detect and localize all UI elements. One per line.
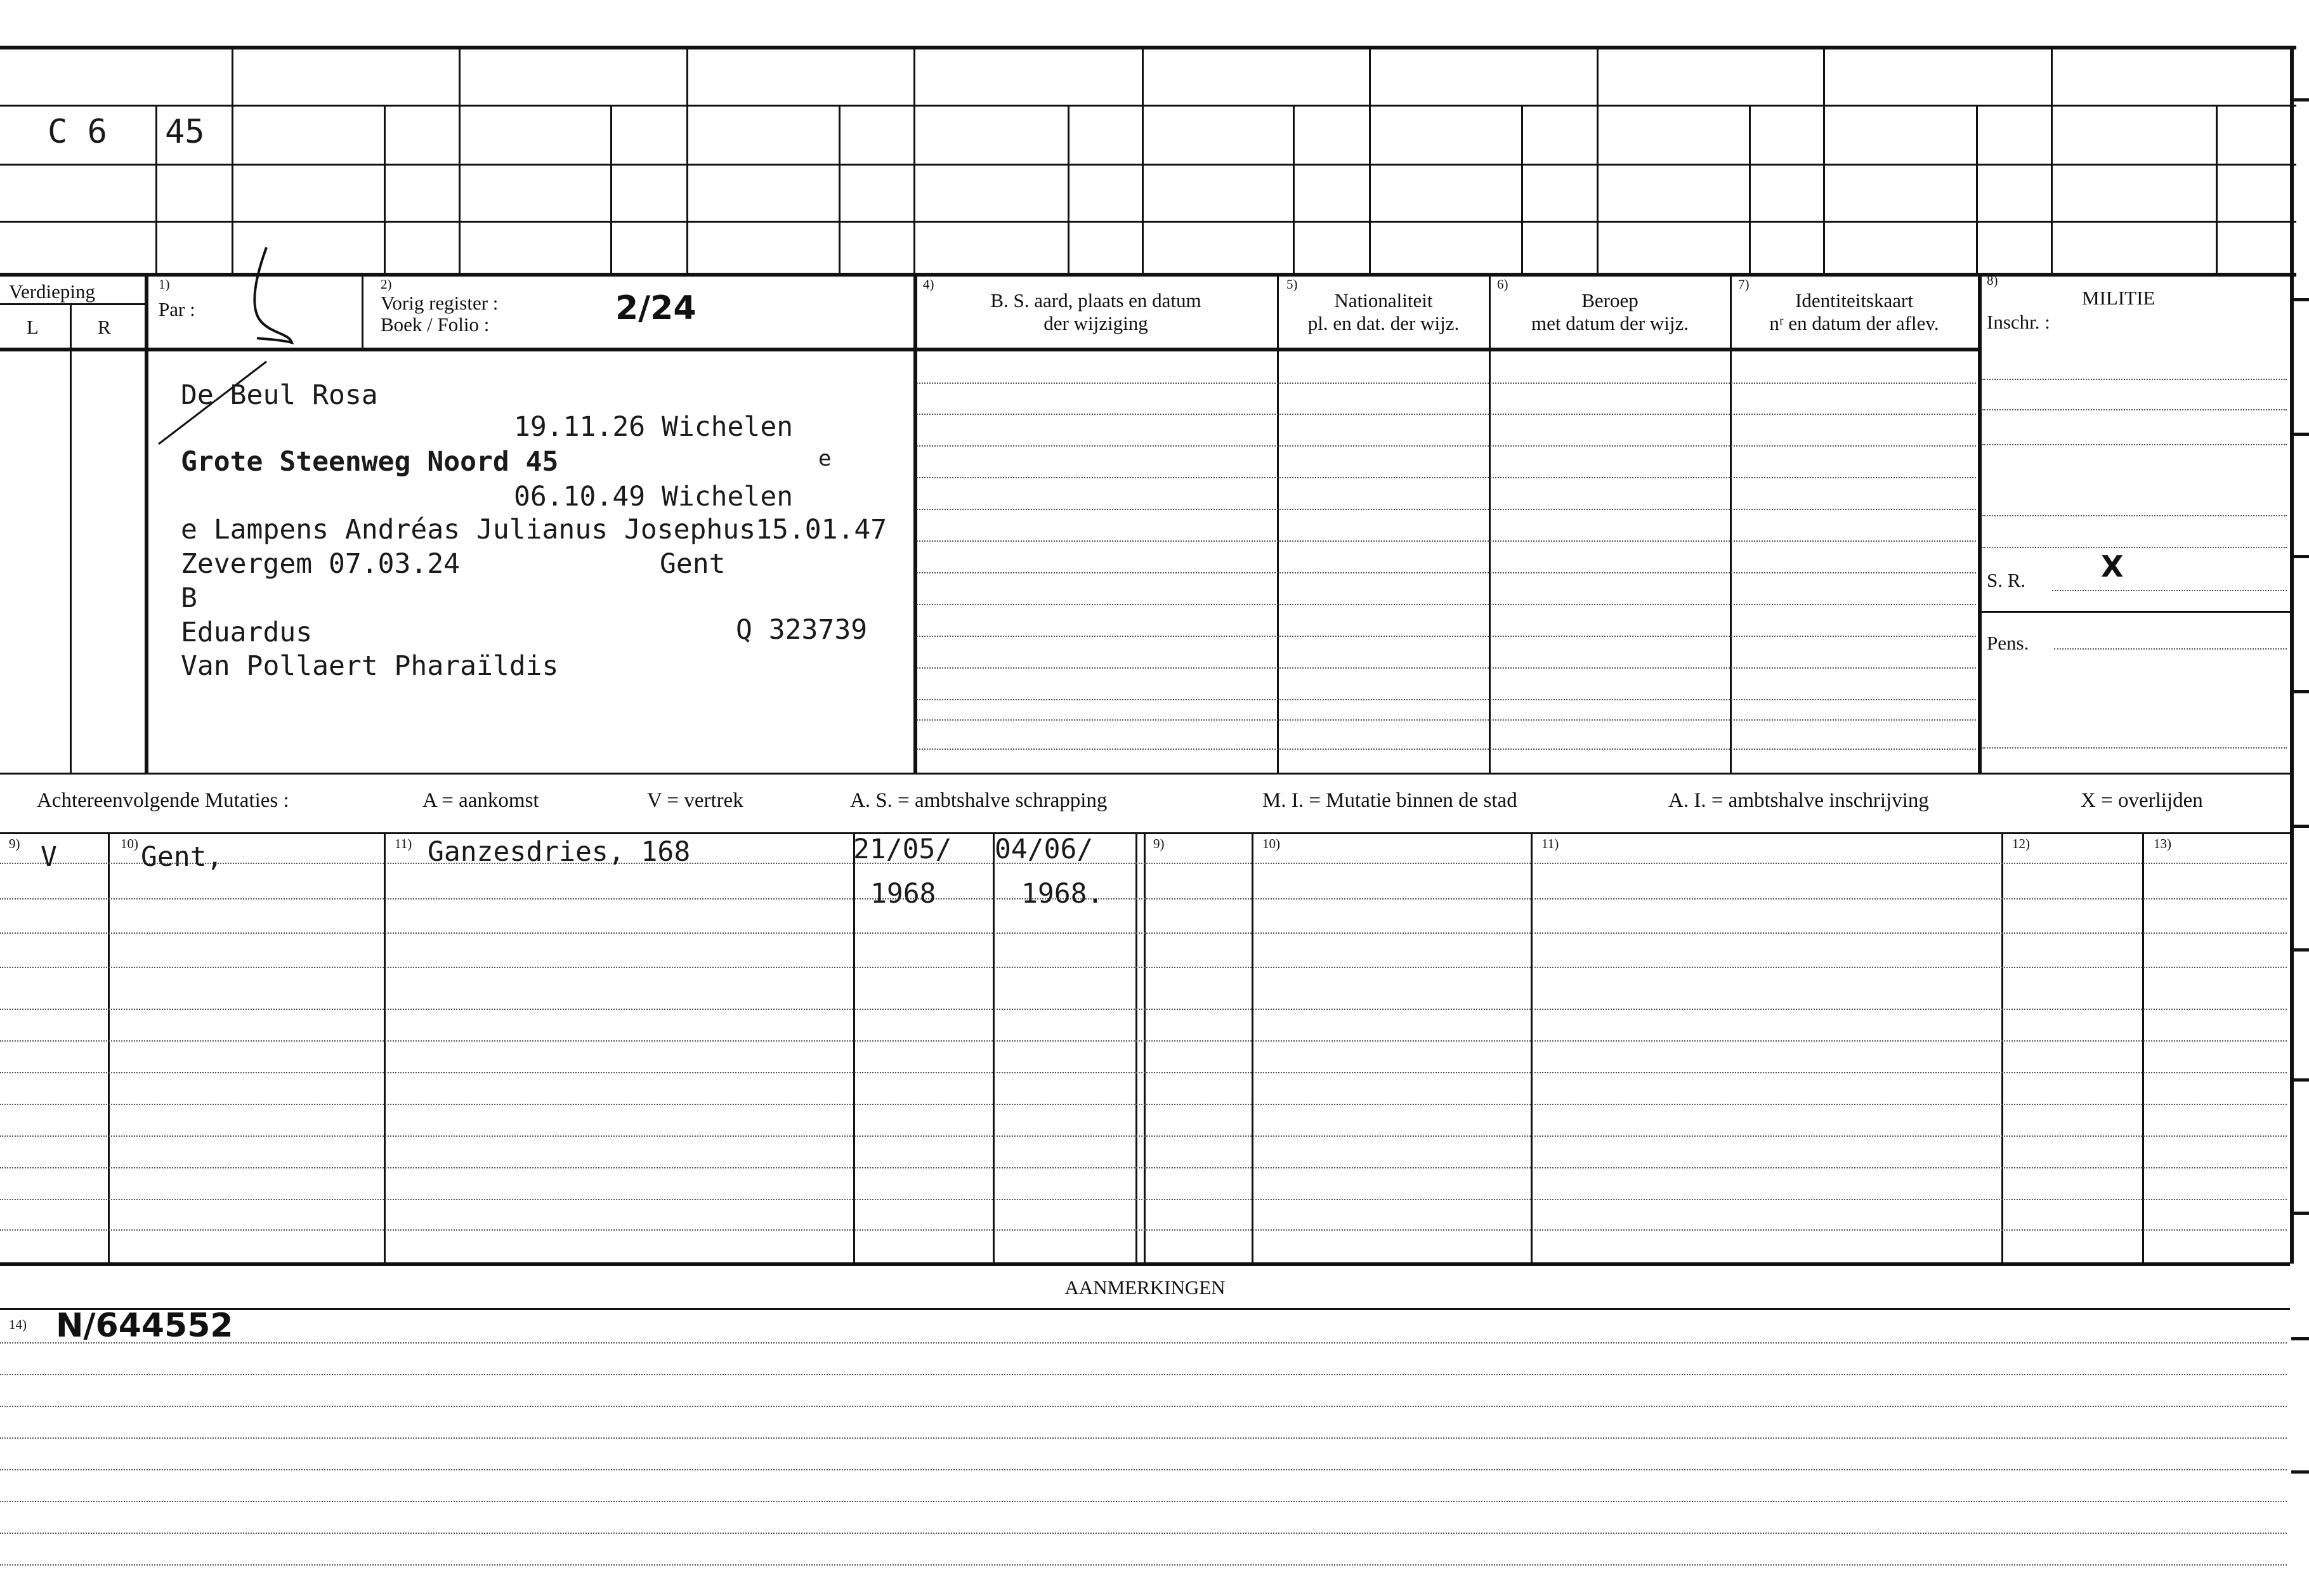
mut-col13-number: 13): [2154, 836, 2171, 851]
verdieping-r-label: R: [98, 316, 111, 338]
verdieping-label: Verdieping: [9, 280, 96, 303]
person-id: Q 323739: [736, 614, 868, 646]
legend-ai: A. I. = ambtshalve inschrijving: [1668, 789, 1929, 812]
mutation-date1-line2: 1968: [870, 878, 936, 910]
bs-label-1: B. S. aard, plaats en datum: [990, 289, 1201, 311]
mut-col11b-number: 11): [1541, 836, 1559, 851]
legend-as: A. S. = ambtshalve schrapping: [850, 789, 1108, 812]
vorig-label-2: Boek / Folio :: [381, 313, 490, 336]
mut-col9-number: 9): [9, 836, 20, 851]
beroep-label-1: Beroep: [1581, 289, 1639, 311]
mutation-address: Ganzesdries, 168: [428, 836, 691, 868]
person-spouse-place: Gent: [660, 548, 726, 580]
person-mother: Van Pollaert Pharaïldis: [181, 650, 559, 682]
mut-col11-number: 11): [395, 836, 412, 851]
militie-number: 8): [1987, 273, 1998, 288]
legend-a: A = aankomst: [422, 789, 539, 812]
person-marriage: 06.10.49 Wichelen: [514, 481, 794, 513]
sr-value: X: [2101, 549, 2124, 584]
person-name: De Beul Rosa: [181, 379, 378, 411]
vorig-label-1: Vorig register :: [381, 292, 499, 314]
nat-label-2: pl. en dat. der wijz.: [1307, 312, 1460, 334]
par-label: Par :: [159, 298, 195, 320]
mutation-date2-line1: 04/06/: [995, 834, 1094, 865]
id-label-1: Identiteitskaart: [1795, 289, 1913, 311]
mut-col10-number: 10): [121, 836, 138, 851]
person-spouse-birth: Zevergem 07.03.24: [181, 548, 461, 580]
legend-title: Achtereenvolgende Mutaties :: [37, 789, 289, 812]
legend-v: V = vertrek: [647, 789, 743, 812]
legend-x: X = overlijden: [2081, 789, 2203, 812]
vorig-number: 2): [381, 277, 392, 292]
bs-label-2: der wijziging: [1043, 312, 1148, 334]
beroep-number: 6): [1497, 277, 1508, 292]
remarks-number: 14): [9, 1317, 27, 1332]
pens-label: Pens.: [1987, 632, 2029, 654]
par-signature: [228, 244, 298, 352]
top-code: C 6: [48, 113, 107, 151]
person-spouse: e Lampens Andréas Julianus Josephus15.01.47: [181, 514, 887, 546]
mut-col12-number: 12): [2012, 836, 2030, 851]
militie-label: MILITIE: [2082, 287, 2155, 309]
par-number: 1): [159, 277, 170, 292]
remarks-value: N/644552: [56, 1307, 233, 1345]
sr-label: S. R.: [1987, 569, 2026, 591]
mutation-city: Gent,: [141, 841, 223, 873]
id-label-2: nʳ en datum der aflev.: [1769, 312, 1939, 334]
nat-number: 5): [1286, 277, 1298, 292]
remarks-title: AANMERKINGEN: [1064, 1276, 1226, 1298]
person-birth: 19.11.26 Wichelen: [514, 411, 794, 443]
mutation-type: V: [41, 841, 57, 873]
person-address: Grote Steenweg Noord 45: [181, 446, 559, 478]
nat-label-1: Nationaliteit: [1334, 289, 1433, 311]
person-father: Eduardus: [181, 617, 313, 648]
id-number: 7): [1738, 277, 1750, 292]
verdieping-l-label: L: [27, 316, 39, 338]
inschr-label: Inschr. :: [1987, 311, 2050, 333]
mutation-date1-line1: 21/05/: [853, 834, 952, 865]
person-address-mark: e: [818, 446, 832, 471]
beroep-label-2: met datum der wijz.: [1531, 312, 1689, 334]
person-letter: B: [181, 582, 197, 614]
mut-col10b-number: 10): [1262, 836, 1280, 851]
top-number: 45: [165, 113, 205, 151]
mut-col9b-number: 9): [1153, 836, 1165, 851]
mutation-date2-line2: 1968.: [1021, 878, 1104, 910]
legend-mi: M. I. = Mutatie binnen de stad: [1262, 789, 1517, 812]
bs-number: 4): [923, 277, 934, 292]
vorig-value: 2/24: [615, 289, 697, 327]
